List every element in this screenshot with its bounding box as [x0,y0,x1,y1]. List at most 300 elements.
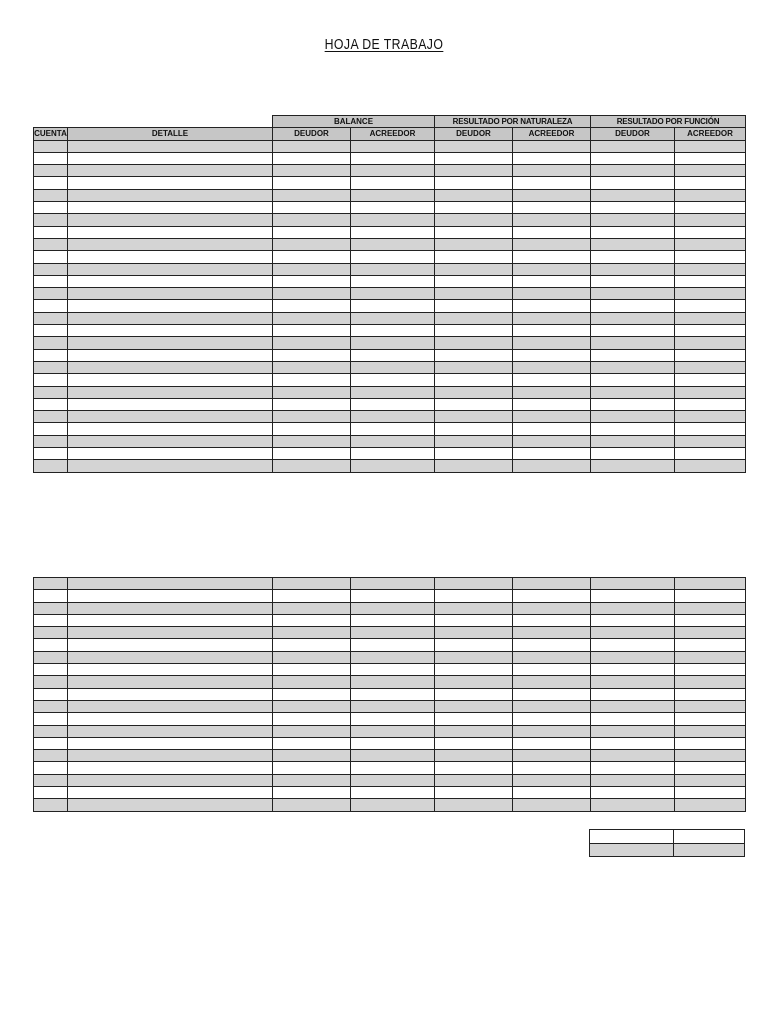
cell-balance-acreedor[interactable] [351,214,435,226]
cell-balance-acreedor[interactable] [351,688,435,700]
cell-detalle[interactable] [68,762,273,774]
cell-balance-acreedor[interactable] [351,312,435,324]
cell-funcion-acreedor[interactable] [675,664,746,676]
cell-balance-acreedor[interactable] [351,435,435,447]
cell-balance-deudor[interactable] [273,325,351,337]
cell-naturaleza-deudor[interactable] [435,300,513,312]
cell-detalle[interactable] [68,214,273,226]
cell-naturaleza-acreedor[interactable] [513,226,591,238]
cell-balance-deudor[interactable] [273,202,351,214]
cell-cuenta[interactable] [34,614,68,626]
cell-naturaleza-acreedor[interactable] [513,202,591,214]
cell-cuenta[interactable] [34,312,68,324]
cell-naturaleza-acreedor[interactable] [513,688,591,700]
cell-balance-acreedor[interactable] [351,448,435,460]
cell-naturaleza-acreedor[interactable] [513,700,591,712]
cell-balance-acreedor[interactable] [351,750,435,762]
cell-funcion-acreedor[interactable] [675,152,746,164]
cell-funcion-deudor[interactable] [591,713,675,725]
cell-balance-deudor[interactable] [273,676,351,688]
cell-naturaleza-acreedor[interactable] [513,349,591,361]
cell-funcion-acreedor[interactable] [675,312,746,324]
cell-naturaleza-acreedor[interactable] [513,152,591,164]
cell-funcion-deudor[interactable] [591,238,675,250]
cell-balance-deudor[interactable] [273,787,351,799]
cell-funcion-acreedor[interactable] [675,799,746,811]
cell-balance-deudor[interactable] [273,423,351,435]
cell-funcion-deudor[interactable] [591,349,675,361]
cell-detalle[interactable] [68,300,273,312]
cell-funcion-deudor[interactable] [591,799,675,811]
cell-balance-deudor[interactable] [273,602,351,614]
cell-funcion-deudor[interactable] [591,214,675,226]
cell-naturaleza-acreedor[interactable] [513,275,591,287]
cell-balance-deudor[interactable] [273,189,351,201]
cell-cuenta[interactable] [34,300,68,312]
cell-detalle[interactable] [68,189,273,201]
cell-funcion-acreedor[interactable] [675,251,746,263]
cell-balance-acreedor[interactable] [351,762,435,774]
cell-naturaleza-deudor[interactable] [435,627,513,639]
cell-balance-acreedor[interactable] [351,189,435,201]
cell-funcion-acreedor[interactable] [675,578,746,590]
cell-cuenta[interactable] [34,639,68,651]
cell-cuenta[interactable] [34,762,68,774]
cell-cuenta[interactable] [34,737,68,749]
cell-detalle[interactable] [68,602,273,614]
cell-cuenta[interactable] [34,713,68,725]
cell-balance-acreedor[interactable] [351,787,435,799]
cell-naturaleza-acreedor[interactable] [513,664,591,676]
cell-naturaleza-deudor[interactable] [435,361,513,373]
cell-naturaleza-deudor[interactable] [435,349,513,361]
cell-detalle[interactable] [68,275,273,287]
cell-funcion-deudor[interactable] [591,578,675,590]
cell-naturaleza-deudor[interactable] [435,312,513,324]
cell-naturaleza-acreedor[interactable] [513,312,591,324]
cell-detalle[interactable] [68,177,273,189]
cell-funcion-deudor[interactable] [591,275,675,287]
cell-cuenta[interactable] [34,651,68,663]
cell-balance-deudor[interactable] [273,799,351,811]
cell-balance-deudor[interactable] [273,627,351,639]
cell-cuenta[interactable] [34,627,68,639]
cell-cuenta[interactable] [34,700,68,712]
cell-funcion-acreedor[interactable] [675,688,746,700]
cell-funcion-deudor[interactable] [591,226,675,238]
cell-funcion-deudor[interactable] [591,725,675,737]
cell-detalle[interactable] [68,627,273,639]
cell-balance-deudor[interactable] [273,349,351,361]
cell-funcion-deudor[interactable] [591,202,675,214]
cell-detalle[interactable] [68,374,273,386]
cell-detalle[interactable] [68,140,273,152]
cell-cuenta[interactable] [34,202,68,214]
cell-funcion-deudor[interactable] [591,460,675,472]
cell-naturaleza-acreedor[interactable] [513,787,591,799]
cell-cuenta[interactable] [34,799,68,811]
cell-naturaleza-deudor[interactable] [435,737,513,749]
cell-balance-acreedor[interactable] [351,627,435,639]
cell-cuenta[interactable] [34,288,68,300]
cell-detalle[interactable] [68,152,273,164]
cell-funcion-acreedor[interactable] [675,725,746,737]
cell-detalle[interactable] [68,325,273,337]
cell-balance-acreedor[interactable] [351,386,435,398]
cell-naturaleza-deudor[interactable] [435,398,513,410]
cell-detalle[interactable] [68,639,273,651]
cell-naturaleza-acreedor[interactable] [513,799,591,811]
cell-naturaleza-acreedor[interactable] [513,578,591,590]
cell-balance-deudor[interactable] [273,300,351,312]
cell-cuenta[interactable] [34,361,68,373]
cell-detalle[interactable] [68,676,273,688]
cell-naturaleza-deudor[interactable] [435,639,513,651]
cell-cuenta[interactable] [34,238,68,250]
cell-funcion-deudor[interactable] [591,165,675,177]
cell-funcion-acreedor[interactable] [675,263,746,275]
cell-funcion-acreedor[interactable] [675,202,746,214]
cell-naturaleza-deudor[interactable] [435,750,513,762]
cell-cuenta[interactable] [34,725,68,737]
cell-funcion-acreedor[interactable] [675,226,746,238]
cell-naturaleza-deudor[interactable] [435,460,513,472]
cell-funcion-acreedor[interactable] [675,374,746,386]
cell-funcion-acreedor[interactable] [675,300,746,312]
cell-cuenta[interactable] [34,750,68,762]
cell-balance-acreedor[interactable] [351,725,435,737]
cell-funcion-acreedor[interactable] [675,700,746,712]
cell-cuenta[interactable] [34,664,68,676]
cell-naturaleza-deudor[interactable] [435,725,513,737]
cell-naturaleza-acreedor[interactable] [513,238,591,250]
cell-cuenta[interactable] [34,602,68,614]
cell-naturaleza-acreedor[interactable] [513,737,591,749]
cell-naturaleza-deudor[interactable] [435,774,513,786]
cell-naturaleza-acreedor[interactable] [513,423,591,435]
cell-balance-acreedor[interactable] [351,590,435,602]
cell-balance-acreedor[interactable] [351,713,435,725]
cell-cuenta[interactable] [34,411,68,423]
cell-naturaleza-deudor[interactable] [435,602,513,614]
cell-naturaleza-acreedor[interactable] [513,602,591,614]
cell-detalle[interactable] [68,423,273,435]
cell-funcion-deudor[interactable] [591,639,675,651]
cell-funcion-acreedor[interactable] [675,627,746,639]
cell-balance-acreedor[interactable] [351,165,435,177]
cell-detalle[interactable] [68,226,273,238]
cell-balance-acreedor[interactable] [351,275,435,287]
cell-naturaleza-acreedor[interactable] [513,676,591,688]
cell-balance-acreedor[interactable] [351,737,435,749]
cell-funcion-deudor[interactable] [591,300,675,312]
cell-detalle[interactable] [68,578,273,590]
cell-funcion-acreedor[interactable] [675,639,746,651]
cell-balance-acreedor[interactable] [351,398,435,410]
cell-balance-acreedor[interactable] [351,325,435,337]
cell-naturaleza-acreedor[interactable] [513,374,591,386]
cell-funcion-deudor[interactable] [591,177,675,189]
cell-detalle[interactable] [68,411,273,423]
cell-balance-acreedor[interactable] [351,664,435,676]
cell-balance-deudor[interactable] [273,614,351,626]
cell-naturaleza-deudor[interactable] [435,226,513,238]
cell-funcion-deudor[interactable] [591,435,675,447]
cell-balance-acreedor[interactable] [351,177,435,189]
cell-naturaleza-deudor[interactable] [435,651,513,663]
cell-detalle[interactable] [68,448,273,460]
cell-funcion-deudor[interactable] [591,750,675,762]
cell-funcion-acreedor[interactable] [675,590,746,602]
cell-naturaleza-deudor[interactable] [435,688,513,700]
cell-funcion-acreedor[interactable] [675,448,746,460]
cell-detalle[interactable] [68,398,273,410]
cell-cuenta[interactable] [34,251,68,263]
cell-naturaleza-acreedor[interactable] [513,627,591,639]
cell-cuenta[interactable] [34,578,68,590]
cell-cuenta[interactable] [34,325,68,337]
cell-detalle[interactable] [68,664,273,676]
cell-naturaleza-deudor[interactable] [435,165,513,177]
cell-cuenta[interactable] [34,590,68,602]
cell-funcion-deudor[interactable] [591,651,675,663]
cell-balance-deudor[interactable] [273,713,351,725]
cell-detalle[interactable] [68,590,273,602]
cell-funcion-deudor[interactable] [591,374,675,386]
cell-cuenta[interactable] [34,460,68,472]
cell-balance-acreedor[interactable] [351,349,435,361]
cell-naturaleza-acreedor[interactable] [513,214,591,226]
cell-balance-deudor[interactable] [273,238,351,250]
cell-balance-deudor[interactable] [273,651,351,663]
cell-balance-deudor[interactable] [273,214,351,226]
cell-funcion-acreedor[interactable] [675,676,746,688]
cell-funcion-acreedor[interactable] [675,361,746,373]
cell-balance-acreedor[interactable] [351,238,435,250]
cell-naturaleza-deudor[interactable] [435,288,513,300]
cell-funcion-acreedor[interactable] [675,398,746,410]
cell-naturaleza-deudor[interactable] [435,337,513,349]
cell-balance-acreedor[interactable] [351,300,435,312]
cell-naturaleza-deudor[interactable] [435,263,513,275]
cell-cuenta[interactable] [34,787,68,799]
cell-funcion-acreedor[interactable] [675,177,746,189]
cell-naturaleza-acreedor[interactable] [513,337,591,349]
cell-naturaleza-deudor[interactable] [435,435,513,447]
cell-balance-deudor[interactable] [273,398,351,410]
cell-cuenta[interactable] [34,152,68,164]
cell-balance-deudor[interactable] [273,725,351,737]
cell-naturaleza-deudor[interactable] [435,799,513,811]
cell-balance-acreedor[interactable] [351,202,435,214]
cell-detalle[interactable] [68,700,273,712]
cell-naturaleza-deudor[interactable] [435,787,513,799]
cell-funcion-acreedor[interactable] [675,411,746,423]
cell-balance-acreedor[interactable] [351,799,435,811]
cell-funcion-acreedor[interactable] [675,435,746,447]
cell-balance-acreedor[interactable] [351,361,435,373]
cell-naturaleza-deudor[interactable] [435,214,513,226]
cell-funcion-deudor[interactable] [591,737,675,749]
cell-funcion-deudor[interactable] [591,251,675,263]
cell-balance-deudor[interactable] [273,639,351,651]
cell-naturaleza-deudor[interactable] [435,202,513,214]
cell-funcion-deudor[interactable] [591,664,675,676]
cell-cuenta[interactable] [34,774,68,786]
cell-balance-deudor[interactable] [273,177,351,189]
cell-balance-acreedor[interactable] [351,423,435,435]
cell-naturaleza-deudor[interactable] [435,614,513,626]
cell-funcion-deudor[interactable] [591,386,675,398]
cell-funcion-acreedor[interactable] [675,165,746,177]
cell-naturaleza-deudor[interactable] [435,152,513,164]
cell-funcion-deudor[interactable] [591,337,675,349]
cell-balance-deudor[interactable] [273,337,351,349]
cell-funcion-deudor[interactable] [591,152,675,164]
cell-balance-deudor[interactable] [273,578,351,590]
cell-naturaleza-acreedor[interactable] [513,251,591,263]
cell-detalle[interactable] [68,774,273,786]
cell-cuenta[interactable] [34,374,68,386]
cell-naturaleza-deudor[interactable] [435,676,513,688]
cell-naturaleza-acreedor[interactable] [513,774,591,786]
cell-naturaleza-acreedor[interactable] [513,325,591,337]
cell-naturaleza-acreedor[interactable] [513,614,591,626]
cell-funcion-deudor[interactable] [591,325,675,337]
cell-funcion-acreedor[interactable] [675,614,746,626]
cell-naturaleza-acreedor[interactable] [513,762,591,774]
cell-naturaleza-acreedor[interactable] [513,300,591,312]
cell-naturaleza-acreedor[interactable] [513,590,591,602]
cell-funcion-acreedor[interactable] [675,602,746,614]
cell-detalle[interactable] [68,799,273,811]
cell-detalle[interactable] [68,713,273,725]
cell-balance-deudor[interactable] [273,226,351,238]
cell-funcion-acreedor[interactable] [675,337,746,349]
cell-cuenta[interactable] [34,214,68,226]
cell-balance-acreedor[interactable] [351,226,435,238]
cell-funcion-deudor[interactable] [591,787,675,799]
cell-naturaleza-acreedor[interactable] [513,651,591,663]
cell-balance-acreedor[interactable] [351,411,435,423]
cell-detalle[interactable] [68,361,273,373]
cell-naturaleza-deudor[interactable] [435,251,513,263]
cell-naturaleza-deudor[interactable] [435,177,513,189]
cell-balance-acreedor[interactable] [351,602,435,614]
cell-naturaleza-acreedor[interactable] [513,140,591,152]
cell-balance-deudor[interactable] [273,386,351,398]
cell-balance-deudor[interactable] [273,700,351,712]
cell-funcion-acreedor[interactable] [675,189,746,201]
cell-balance-deudor[interactable] [273,152,351,164]
cell-funcion-acreedor[interactable] [675,349,746,361]
cell-naturaleza-deudor[interactable] [435,411,513,423]
cell-detalle[interactable] [68,238,273,250]
cell-funcion-deudor[interactable] [591,312,675,324]
cell-balance-acreedor[interactable] [351,460,435,472]
cell-funcion-acreedor[interactable] [675,238,746,250]
cell-balance-deudor[interactable] [273,374,351,386]
cell-detalle[interactable] [68,750,273,762]
cell-naturaleza-deudor[interactable] [435,386,513,398]
cell-balance-acreedor[interactable] [351,140,435,152]
cell-funcion-deudor[interactable] [591,688,675,700]
cell-funcion-deudor[interactable] [591,361,675,373]
cell-funcion-acreedor[interactable] [675,750,746,762]
cell-detalle[interactable] [68,312,273,324]
cell-naturaleza-acreedor[interactable] [513,288,591,300]
cell-naturaleza-acreedor[interactable] [513,361,591,373]
cell-naturaleza-acreedor[interactable] [513,460,591,472]
cell-cuenta[interactable] [34,448,68,460]
cell-balance-deudor[interactable] [273,448,351,460]
cell-naturaleza-acreedor[interactable] [513,398,591,410]
cell-detalle[interactable] [68,435,273,447]
cell-cuenta[interactable] [34,423,68,435]
cell-funcion-acreedor[interactable] [675,288,746,300]
cell-naturaleza-acreedor[interactable] [513,189,591,201]
cell-detalle[interactable] [68,460,273,472]
cell-naturaleza-acreedor[interactable] [513,639,591,651]
cell-balance-acreedor[interactable] [351,676,435,688]
cell-funcion-deudor[interactable] [591,263,675,275]
cell-funcion-deudor[interactable] [591,700,675,712]
cell-naturaleza-deudor[interactable] [435,664,513,676]
cell-naturaleza-deudor[interactable] [435,762,513,774]
cell-balance-acreedor[interactable] [351,288,435,300]
cell-naturaleza-deudor[interactable] [435,140,513,152]
cell-cuenta[interactable] [34,275,68,287]
cell-funcion-acreedor[interactable] [675,737,746,749]
cell-funcion-acreedor[interactable] [675,325,746,337]
cell-funcion-deudor[interactable] [591,590,675,602]
cell-detalle[interactable] [68,349,273,361]
cell-funcion-deudor[interactable] [591,774,675,786]
cell-naturaleza-deudor[interactable] [435,423,513,435]
cell-detalle[interactable] [68,251,273,263]
cell-naturaleza-acreedor[interactable] [513,448,591,460]
cell-balance-acreedor[interactable] [351,774,435,786]
cell-balance-deudor[interactable] [273,140,351,152]
cell-cuenta[interactable] [34,688,68,700]
cell-funcion-deudor[interactable] [591,762,675,774]
cell-funcion-deudor[interactable] [591,448,675,460]
cell-funcion-acreedor[interactable] [675,386,746,398]
cell-balance-acreedor[interactable] [351,374,435,386]
cell-naturaleza-deudor[interactable] [435,590,513,602]
cell-detalle[interactable] [68,288,273,300]
cell-naturaleza-acreedor[interactable] [513,713,591,725]
cell-funcion-acreedor[interactable] [675,275,746,287]
cell-balance-deudor[interactable] [273,737,351,749]
cell-balance-deudor[interactable] [273,288,351,300]
cell-naturaleza-acreedor[interactable] [513,725,591,737]
cell-detalle[interactable] [68,614,273,626]
cell-detalle[interactable] [68,688,273,700]
cell-balance-acreedor[interactable] [351,251,435,263]
cell-funcion-deudor[interactable] [591,602,675,614]
cell-balance-acreedor[interactable] [351,263,435,275]
cell-cuenta[interactable] [34,189,68,201]
cell-naturaleza-deudor[interactable] [435,700,513,712]
cell-naturaleza-acreedor[interactable] [513,411,591,423]
cell-balance-acreedor[interactable] [351,152,435,164]
cell-naturaleza-acreedor[interactable] [513,165,591,177]
cell-funcion-deudor[interactable] [591,614,675,626]
cell-funcion-deudor[interactable] [591,140,675,152]
cell-cuenta[interactable] [34,386,68,398]
cell-balance-acreedor[interactable] [351,700,435,712]
